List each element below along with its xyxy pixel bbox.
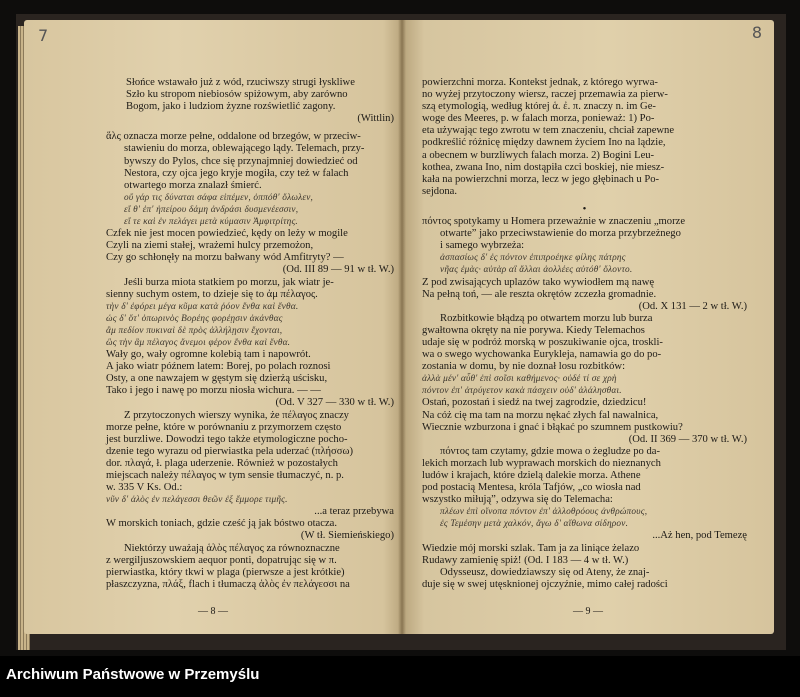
text-line: kothea, zwana Ino, nim dostąpiła czci boskiej, nie miesz- [422, 161, 665, 173]
text-line: szą etymologią, według której ἁ. ἐ. π. znaczy n. im Ge- [422, 101, 656, 113]
text-line: (Od. III 89 — 91 w tł. W.) [282, 264, 394, 276]
text-line: (W tł. Siemieńskiego) [300, 530, 394, 542]
folio-right: — 9 — [573, 606, 603, 617]
archive-label: Archiwum Państwowe w Przemyślu [6, 666, 260, 683]
text-line: (Wittlin) [357, 113, 394, 125]
text-line: zostania w domu, by nie doznał losu rozbitków: [422, 361, 626, 373]
text-line: Szło ku stropom niebiosów spiżowym, aby zarówno [126, 89, 348, 101]
text-line: Czfek nie jest mocen powiedzieć, kędy on leży w mogile [106, 228, 348, 240]
text-line: dzenie tego wyrazu od pierwiastka pela uderzać (πλήσσω) [106, 445, 353, 457]
text-line: z wergiljuszowskiem aequor ponti, dopatrując się w π. [106, 554, 337, 566]
text-line: stawieniu do morza, oblewającego lądy. Telemach, przy- [124, 143, 365, 155]
text-line: Rudawy zamienię spiż! (Od. I 183 — 4 w tł. W.) [422, 554, 629, 566]
text-line: kała na powierzchni morza, lecz w jego głębinach u Po- [422, 173, 660, 185]
text-line: Wały go, wały ogromne kolebią tam i napowrót. [106, 349, 311, 361]
text-line: Czyli na ziemi stałej, wrażemi hulcy przemożon, [106, 240, 314, 252]
text-line: Rozbitkowie błądzą po otwartem morzu lub burza [440, 312, 653, 324]
text-line: powierzchni morza. Kontekst jednak, z którego wyrwa- [422, 77, 658, 88]
text-line: morze pełne, które w porównaniu z przymorzem często [106, 421, 342, 433]
text-line: podkreślić różnicę między dawnem życiem Ino na lądzie, [422, 137, 666, 149]
text-line: W morskich toniach, gdzie cześć ją jak bóstwo otacza. [106, 518, 338, 530]
book-gutter [398, 20, 406, 634]
text-line: Słońce wstawało już z wód, rzuciwszy strugi łyskliwe [126, 77, 355, 88]
right-page [402, 20, 774, 634]
text-line: sejdona. [422, 185, 458, 197]
text-line: ὡς δ' ὅτ' ὀπωρινὸς Βορέης φορέῃσιν ἀκάνθας [106, 313, 283, 324]
text-line: ...a teraz przebywa [314, 506, 394, 518]
text-line: no wyżej przytoczony wiersz, raczej przemawia za pierw- [422, 89, 668, 101]
text-line: πόντος spotykamy u Homera przeważnie w znaczeniu „morze [422, 216, 686, 228]
text-line: Ostań, pozostań i siedź na twej zagrodzie, dziedzicu! [422, 397, 647, 409]
text-line: Wiedzie mój morski szlak. Tam ja za liniące żelazo [422, 542, 640, 554]
text-line: ὣς τὴν ἂμ πέλαγος ἄνεμοι φέρον ἔνθα καὶ ἔνθα. [106, 337, 291, 348]
text-line: πλέων ἐπὶ οἴνοπα πόντον ἐπ' ἀλλοθρόους ἀνθρώπους, [440, 507, 648, 518]
archive-footer [0, 656, 800, 697]
folio-left: — 8 — [198, 606, 228, 617]
text-line: otwartego morza znalazł śmierć. [124, 179, 262, 191]
text-line: Niektórzy uważają ἁλὸς πέλαγος za równoznaczne [124, 542, 340, 554]
pencil-page-number-right: 8 [751, 23, 762, 42]
text-line: ...Aż hen, pod Temezę [652, 530, 747, 542]
text-line: Osty, a one nawzajem w gęstym się dzierżą uścisku, [106, 373, 328, 385]
text-line: wa o swego wychowanka Eurykleja, namawia go do po- [422, 349, 662, 361]
text-line: τὴν δ' ἐφόρει μέγα κῦμα κατὰ ῥόον ἔνθα καὶ ἔνθα. [106, 301, 299, 312]
text-line: Z pod zwisających uplazów tako wywiodłem mą nawę [422, 276, 655, 288]
text-line: Na pełną toń, — ale reszta okrętów zczezła gromadnie. [422, 288, 657, 300]
text-line: duje się w swej utęsknionej ojczyźnie, mimo całej radości [422, 578, 668, 590]
text-line: Nestora, czy ojca jego kryje mogiła, czy też w falach [124, 167, 349, 179]
text-line: Z przytoczonych wierszy wynika, że πέλαγος znaczy [124, 409, 349, 421]
text-line: Odysseusz, dowiedziawszy się od Ateny, że znaj- [440, 566, 650, 578]
text-line: οὔ γάρ τις δύναται σάφα εἰπέμεν, ὁππόθ' ὄλωλεν, [124, 192, 314, 203]
text-line: ἀσπασίως δ' ἐς πόντον ἐπιπροέηκε φίλης πάτρης [440, 253, 626, 264]
text-line: ludów i krajach, które dzielą dalekie morza. Athene [422, 470, 641, 481]
text-line: πόντος tam czytamy, gdzie mowa o żegludze po da- [440, 445, 660, 457]
text-line: • [582, 203, 587, 215]
text-line: πόντον ἐπ' ἀτρύγετον κακὰ πάσχειν οὐδ' ἀλάλησθαι. [422, 386, 622, 397]
text-line: νῆας ἐμὰς· αὐτὰρ αἳ ἄλλαι ἀολλέες αὐτόθ' ὄλοντο. [440, 265, 633, 276]
text-line: Wiecznie wzburzona i gnać i błąkać po szumnem pustkowiu? [422, 421, 683, 433]
text-line: pierwiastka, który tkwi w plaga (pierwsze a jest krótkie) [106, 566, 345, 578]
text-line: dor. πλαγά, ł. plaga uderzenie. Również w pozostałych [106, 457, 338, 469]
text-line: Na cóż cię ma tam na morzu nękać złych fal nawalnica, [422, 409, 659, 421]
text-line: (Od. V 327 — 330 w tł. W.) [275, 397, 394, 409]
text-line: A jako wiatr późnem latem: Borej, po polach roznosi [106, 361, 331, 373]
text-line: otwarte” jako przeciwstawienie do morza przybrzeżnego [440, 228, 681, 240]
pencil-page-number-left: 7 [38, 26, 49, 45]
text-line: (Od. II 369 — 370 w tł. W.) [628, 433, 747, 445]
text-line: woge des Meeres, p. w falach morza, ponieważ: 1) Po- [422, 113, 655, 125]
text-line: sienny suchym ostem, to dzieje się to ἀμ πέλαγος. [106, 288, 318, 300]
text-line: udaje się w podróż morską w poszukiwanie ojca, troskli- [422, 336, 663, 348]
text-line: gwałtowna okręty na nie porywa. Kiedy Telemachos [422, 324, 645, 336]
text-line: wszystko miłują”, odzywa się do Telemacha: [422, 494, 613, 506]
left-page-text [106, 77, 394, 591]
left-page [24, 20, 402, 634]
text-line: ἀλλὰ μέν' αὖθ' ἐπὶ σοῖσι καθήμενος· οὐδέ τί σε χρὴ [422, 374, 617, 385]
text-line: (Od. X 131 — 2 w tł. W.) [638, 300, 747, 312]
right-page-text [422, 77, 747, 591]
text-line: pod postacią Mentesa, króla Tafjów, „co wiosła nad [422, 482, 641, 494]
text-line: Jeśli burza miota statkiem po morzu, jak wiatr je- [124, 276, 334, 288]
text-line: ἅλς oznacza morze pełne, oddalone od brzegów, w przeciw- [106, 131, 361, 143]
text-line: i samego wybrzeża: [440, 240, 525, 252]
text-line: εἴ θ' ἐπ' ἠπείρου δάμη ἀνδράσι δυσμενέεσσιν, [124, 204, 299, 215]
text-line: Bogom, jako i ludziom żyzne rozświetlić zagony. [126, 101, 336, 113]
text-line: a obecnem w burzliwych falach morza. 2) Bogini Leu- [422, 149, 655, 161]
text-line: płaszczyzna, πλάξ, flach i tłumaczą ἁλὸς ἐν πελάγεσσι na [106, 578, 350, 590]
text-line: bywszy do Pylos, chce się przynajmniej dowiedzieć od [124, 155, 358, 167]
text-line: Czy go schłonęły na morzu bałwany wód Amfitryty? — [106, 252, 344, 264]
text-line: w. 335 V Ks. Od.: [106, 482, 183, 494]
text-line: ἐς Τεμέσην μετὰ χαλκόν, ἄγω δ' αἴθωνα σίδηρον. [440, 519, 629, 530]
text-line: ἂμ πεδίον πυκιναὶ δὲ πρὸς ἀλλήλῃσιν ἔχονται, [106, 325, 283, 336]
text-line: jest burzliwe. Dowodzi tego także etymologiczne pocho- [106, 433, 348, 445]
text-line: lekich morzach lub wyprawach morskich do nieznanych [422, 457, 661, 469]
text-line: Tako i jego i nawę po morzu niosła wichura. — — [106, 385, 321, 397]
text-line: εἴ τε καὶ ἐν πελάγει μετὰ κύμασιν Ἀμφιτρίτης. [124, 217, 298, 228]
text-line: νῦν δ' ἁλὸς ἐν πελάγεσσι θεῶν ἐξ ἔμμορε τιμῆς. [106, 495, 288, 506]
text-line: miejscach należy πέλαγος w tym sensie tłumaczyć, n. p. [106, 470, 344, 481]
text-line: eta używając tego zwrotu w tem znaczeniu, chciał zapewne [422, 125, 675, 137]
